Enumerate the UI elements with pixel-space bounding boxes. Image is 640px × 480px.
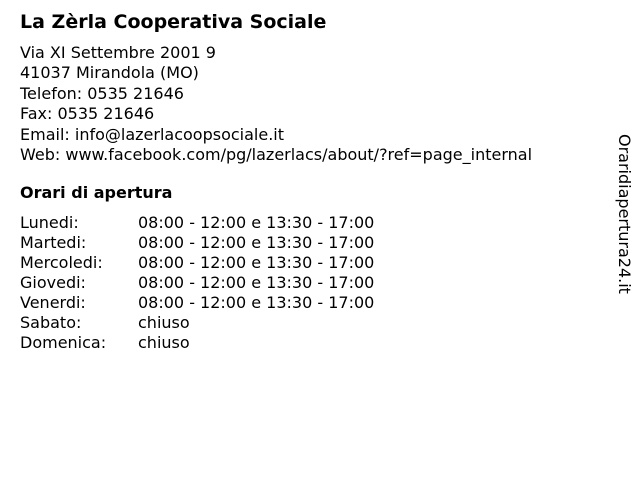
hours-value: 08:00 - 12:00 e 13:30 - 17:00 — [138, 273, 375, 292]
site-brand-label: Oraridiapertura24.it — [615, 134, 634, 294]
contact-info — [20, 43, 532, 165]
email-line: Email: info@lazerlacoopsociale.it — [20, 124, 284, 144]
day-label: Sabato: — [20, 313, 82, 332]
hours-value: chiuso — [138, 313, 190, 332]
hours-value: 08:00 - 12:00 e 13:30 - 17:00 — [138, 293, 375, 312]
opening-hours-heading: Orari di apertura — [20, 183, 173, 202]
hours-value: chiuso — [138, 333, 190, 352]
day-label: Venerdi: — [20, 293, 86, 312]
phone-line: Telefon: 0535 21646 — [20, 83, 184, 103]
day-label: Martedi: — [20, 233, 87, 252]
fax-line: Fax: 0535 21646 — [20, 104, 155, 124]
hours-value: 08:00 - 12:00 e 13:30 - 17:00 — [138, 213, 375, 232]
site-brand-vertical — [612, 134, 636, 310]
day-label: Lunedi: — [20, 213, 79, 232]
day-label: Domenica: — [20, 333, 107, 352]
web-line: Web: www.facebook.com/pg/lazerlacs/about/?ref=page_internal — [20, 144, 533, 164]
address-line-street: Via XI Settembre 2001 9 — [20, 43, 216, 62]
day-label: Mercoledi: — [20, 253, 103, 272]
hours-value: 08:00 - 12:00 e 13:30 - 17:00 — [138, 233, 375, 252]
hours-value: 08:00 - 12:00 e 13:30 - 17:00 — [138, 253, 375, 272]
day-label: Giovedi: — [20, 273, 86, 292]
address-line-city: 41037 Mirandola (MO) — [20, 63, 199, 83]
business-name: La Zèrla Cooperativa Sociale — [20, 11, 327, 33]
